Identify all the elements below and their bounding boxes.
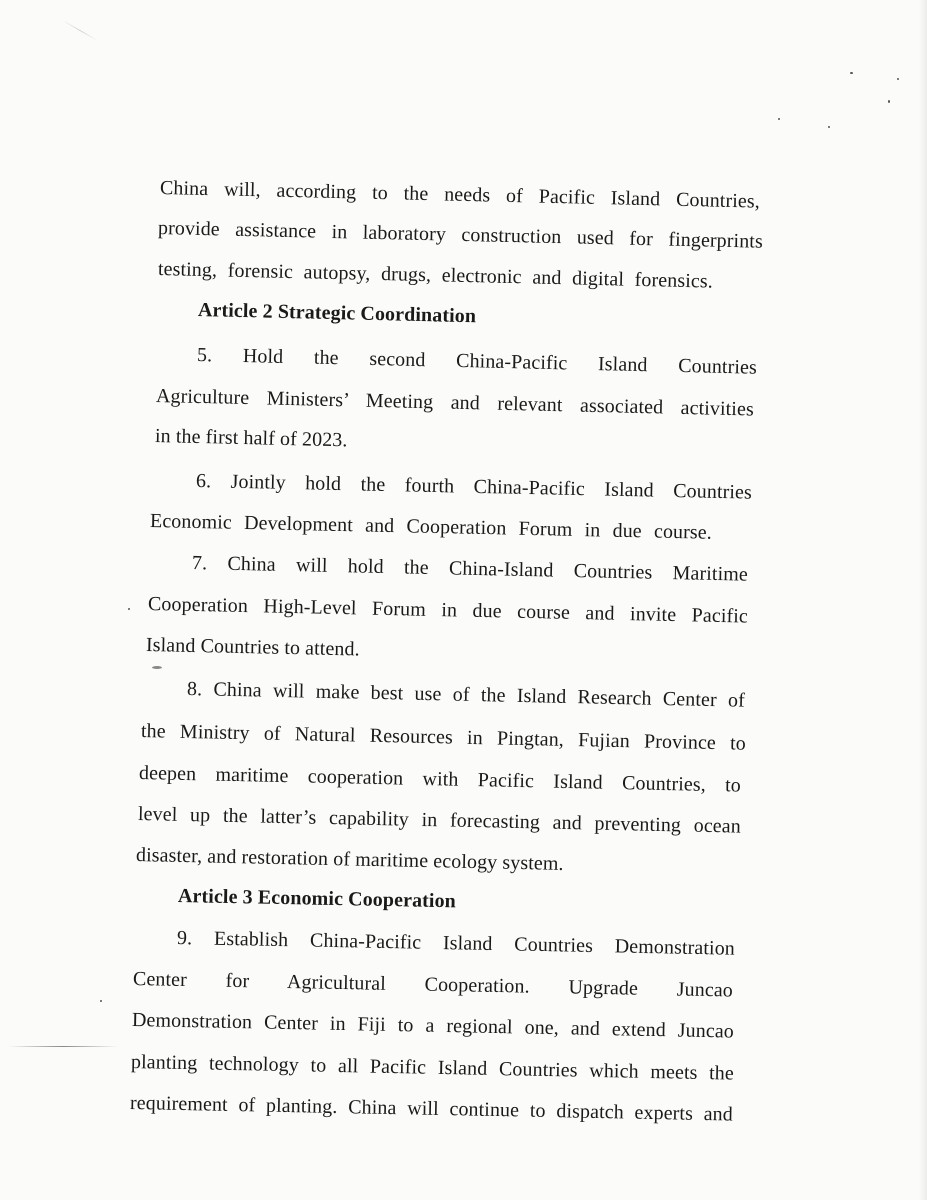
scan-speck <box>128 608 130 610</box>
scan-speck <box>100 1000 102 1002</box>
text-line-17: disaster, and restoration of maritime ecology system. <box>135 844 564 875</box>
text-line-6: Agriculture Ministers’ Meeting and relevant associated activities <box>155 385 755 421</box>
scan-speck <box>152 666 162 669</box>
text-line-12: Island Countries to attend. <box>145 634 360 661</box>
text-line-8: 6. Jointly hold the fourth China-Pacific Island Countries <box>195 470 753 504</box>
text-line-23: requirement of planting. China will continue to dispatch experts and <box>129 1092 734 1126</box>
text-line-15: deepen maritime cooperation with Pacific Island Countries, to <box>138 762 742 797</box>
scan-speck <box>888 100 890 103</box>
text-line-2: provide assistance in laboratory construction used for fingerprints <box>157 217 764 253</box>
article-2-heading: Article 2 Strategic Coordination <box>197 299 477 328</box>
scan-speck <box>828 126 830 128</box>
text-line-10: 7. China will hold the China-Island Countries Maritime <box>191 552 749 586</box>
scan-speck <box>850 72 853 74</box>
text-line-19: 9. Establish China-Pacific Island Countries Demonstration <box>176 927 736 960</box>
text-line-20-content: Center for Agricultural Cooperation. Upgrade Juncao <box>132 968 734 1002</box>
article-3-heading: Article 3 Economic Cooperation <box>177 885 457 913</box>
scan-speck <box>778 118 780 120</box>
text-line-20 <box>133 966 733 1004</box>
text-line-5: 5. Hold the second China-Pacific Island Countries <box>196 344 758 379</box>
text-line-11: Cooperation High-Level Forum in due course and invite Pacific <box>147 593 749 628</box>
text-line-1: China will, according to the needs of Pacific Island Countries, <box>159 177 761 213</box>
text-line-13: 8. China will make best use of the Island Research Center of <box>186 678 746 712</box>
text-line-9: Economic Development and Cooperation Forum in due course. <box>149 510 713 544</box>
text-line-22: planting technology to all Pacific Island Countries which meets the <box>130 1051 735 1085</box>
text-line-3: testing, forensic autopsy, drugs, electronic and digital forensics. <box>157 258 714 293</box>
scan-streak <box>8 1046 118 1047</box>
text-line-21: Demonstration Center in Fiji to a regional one, and extend Juncao <box>131 1009 735 1043</box>
scan-speck <box>897 78 899 80</box>
text-line-14: the Ministry of Natural Resources in Pingtan, Fujian Province to <box>140 720 747 755</box>
text-line-16: level up the latter’s capability in forecasting and preventing ocean <box>137 803 742 838</box>
text-line-7: in the first half of 2023. <box>154 425 348 452</box>
